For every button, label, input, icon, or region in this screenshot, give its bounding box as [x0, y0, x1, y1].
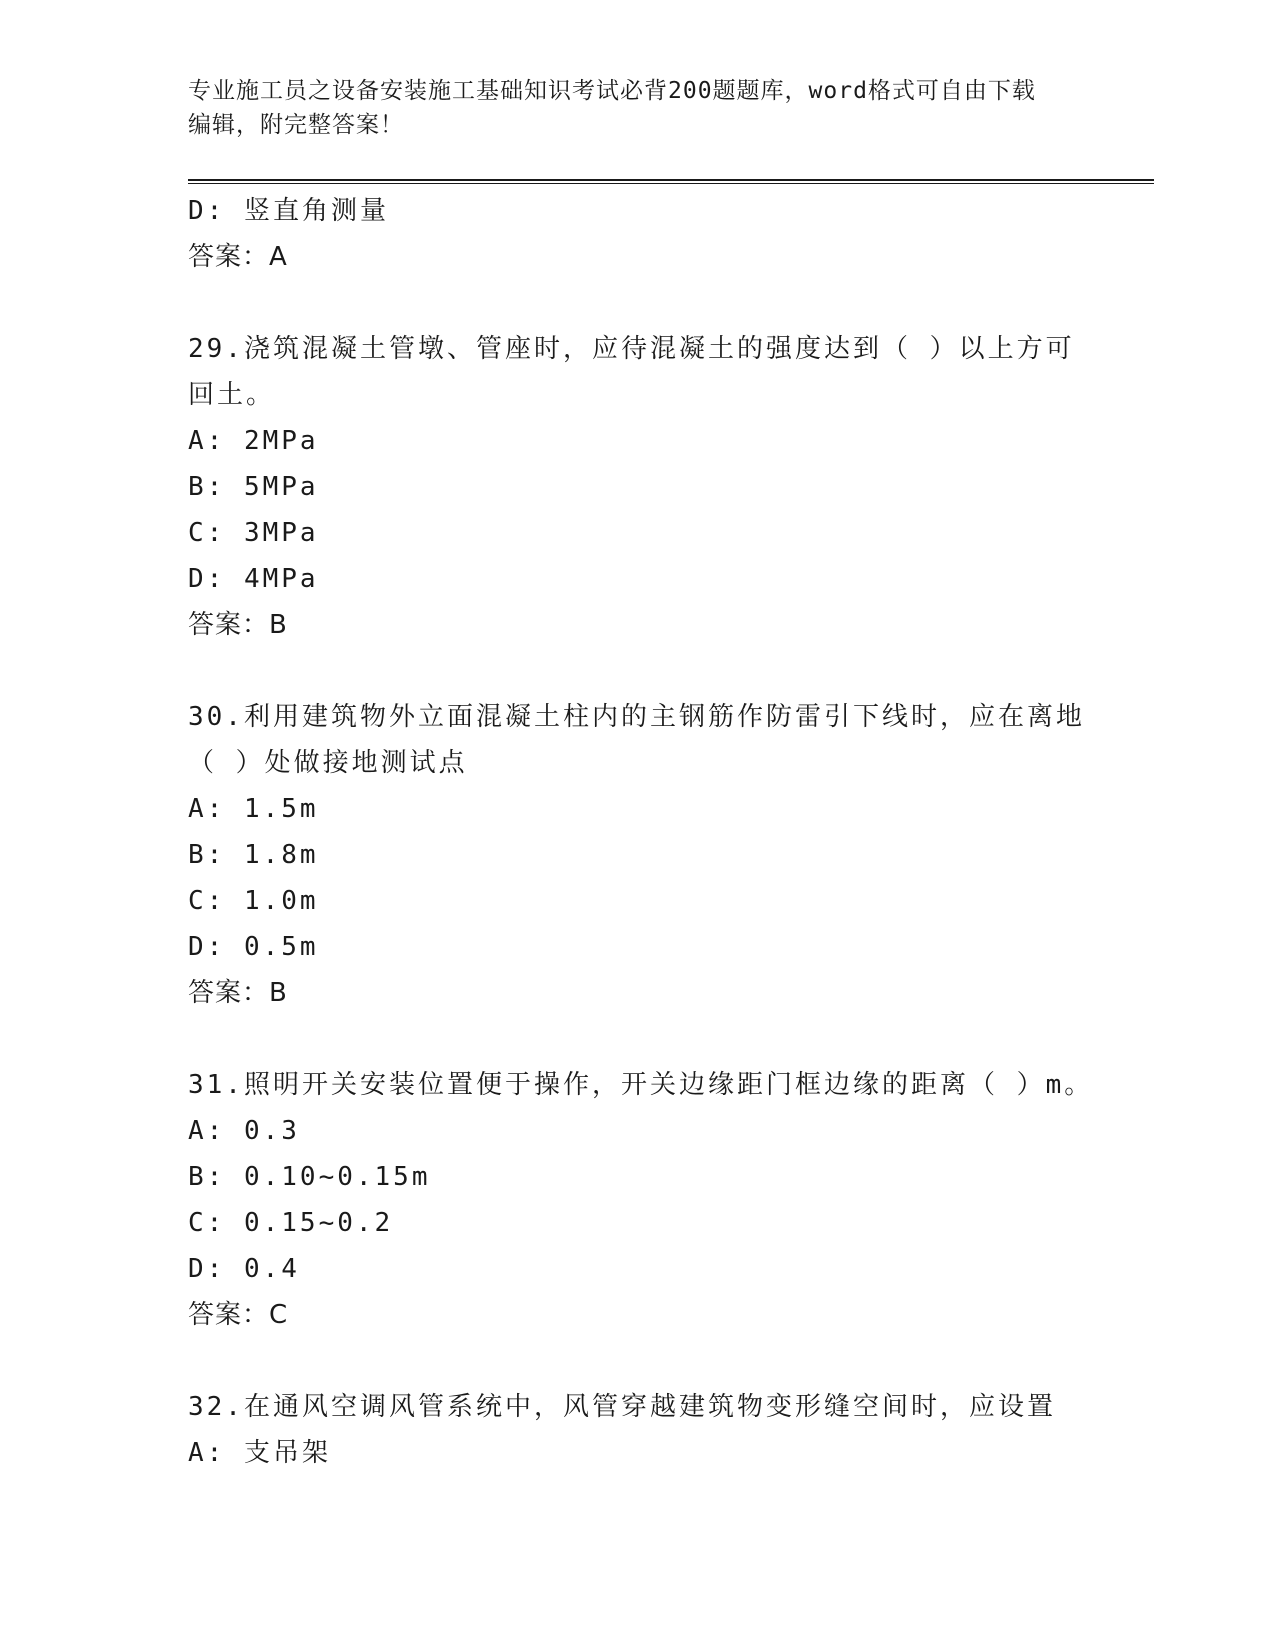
option-d: D: 竖直角测量 [188, 196, 389, 226]
option-b: B: 0.10~0.15m [188, 1162, 431, 1192]
question-list [188, 188, 1128, 1476]
option-b: B: 5MPa [188, 472, 319, 502]
option-a: A: 2MPa [188, 426, 319, 456]
question-text: 30.利用建筑物外立面混凝土柱内的主钢筋作防雷引下线时，应在离地 [188, 702, 1085, 732]
option-c: C: 1.0m [188, 886, 319, 916]
option-c: C: 0.15~0.2 [188, 1208, 394, 1238]
option-c: C: 3MPa [188, 518, 319, 548]
option-a: A: 支吊架 [188, 1438, 331, 1468]
header-divider [188, 179, 1154, 184]
answer: 答案：C [188, 1300, 289, 1330]
option-a: A: 1.5m [188, 794, 319, 824]
question-text: 32.在通风空调风管系统中，风管穿越建筑物变形缝空间时，应设置 [188, 1392, 1056, 1422]
spacer [188, 1016, 1128, 1062]
question-32 [188, 1384, 1128, 1476]
option-d: D: 0.4 [188, 1254, 300, 1284]
question-text: 29.浇筑混凝土管墩、管座时，应待混凝土的强度达到（ ）以上方可 [188, 334, 1075, 364]
document-header [188, 74, 1078, 142]
question-30 [188, 694, 1128, 1016]
answer: 答案：B [188, 978, 288, 1008]
question-text-continued: 回土。 [188, 380, 276, 410]
spacer [188, 280, 1128, 326]
option-a: A: 0.3 [188, 1116, 300, 1146]
question-text-continued: （ ）处做接地测试点 [188, 748, 468, 778]
spacer [188, 1338, 1128, 1384]
question-29 [188, 326, 1128, 648]
spacer [188, 648, 1128, 694]
option-d: D: 0.5m [188, 932, 319, 962]
question-text: 31.照明开关安装位置便于操作，开关边缘距门框边缘的距离（ ）m。 [188, 1070, 1094, 1100]
option-d: D: 4MPa [188, 564, 319, 594]
option-b: B: 1.8m [188, 840, 319, 870]
question-31 [188, 1062, 1128, 1338]
header-title-line-2: 编辑，附完整答案！ [188, 112, 404, 138]
answer: 答案：B [188, 610, 288, 640]
answer: 答案：A [188, 242, 288, 272]
header-title-line-1: 专业施工员之设备安装施工基础知识考试必背200题题库，word格式可自由下载 [188, 78, 1036, 104]
